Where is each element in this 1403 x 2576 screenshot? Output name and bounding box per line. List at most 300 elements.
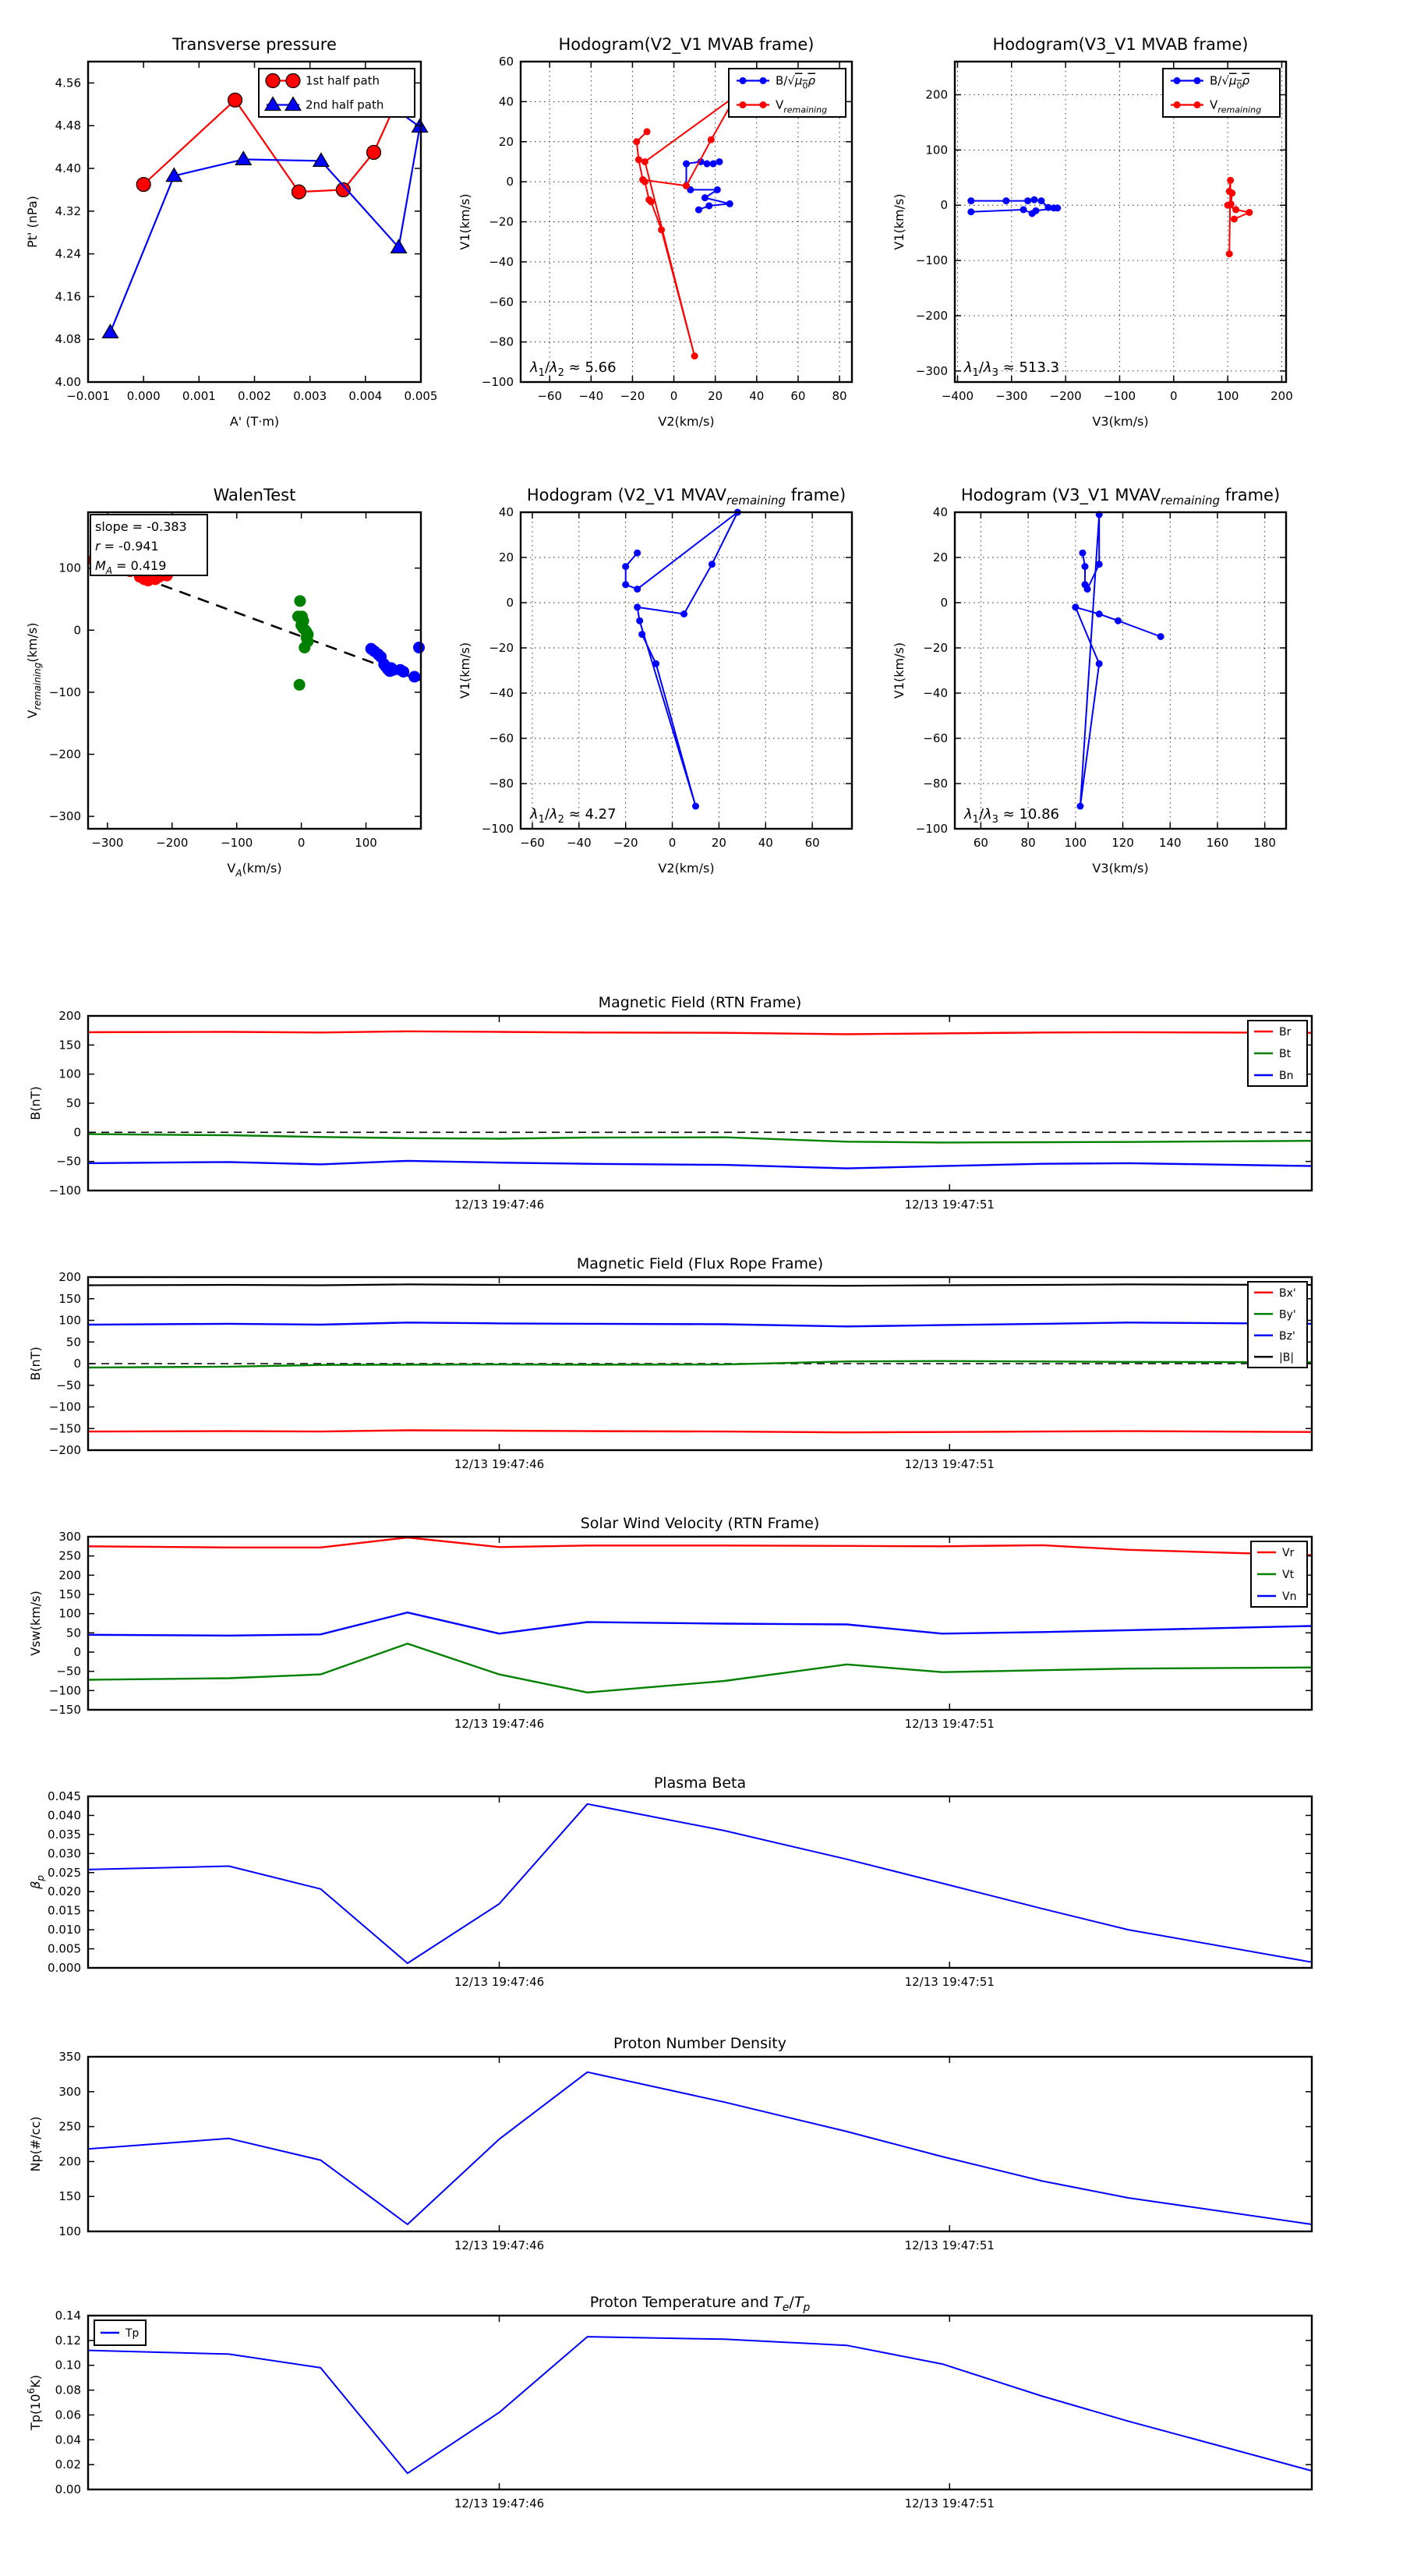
y-tick-label: 0.025 — [48, 1865, 81, 1880]
y-axis-label: $V_{remaining}(km/s)$ — [25, 622, 43, 719]
series-V-remaining-marker — [691, 352, 698, 359]
series-B-over-sqrt-mu0rho-marker — [1024, 197, 1031, 204]
x-tick-label: −100 — [1103, 389, 1136, 403]
legend-label: $B/√\mu_0\rho$ — [776, 73, 815, 91]
chart-hodogram-v3v1-mvab — [892, 35, 1293, 429]
series-V-remaining-marker — [635, 156, 642, 163]
chart-title: Magnetic Field (Flux Rope Frame) — [576, 1255, 824, 1272]
series-V-remaining-marker — [652, 660, 659, 667]
y-tick-label: 100 — [58, 561, 81, 575]
legend — [729, 69, 846, 117]
y-tick-label: −40 — [489, 686, 514, 700]
legend-sample-marker — [760, 101, 767, 108]
series-B-over-sqrt-mu0rho-marker — [1030, 196, 1037, 203]
series-V-remaining-marker — [639, 176, 646, 183]
x-tick-label: 160 — [1206, 836, 1229, 850]
x-tick-label: 0 — [297, 836, 306, 850]
chart-hodogram-v2v1-mvab — [458, 35, 852, 429]
series-1st-half-path-marker — [228, 93, 242, 107]
chart-walen-test — [25, 486, 425, 879]
y-tick-label: 4.40 — [55, 161, 81, 175]
y-tick-label: 150 — [58, 1291, 81, 1306]
legend — [259, 69, 415, 117]
stats-line: slope = -0.383 — [95, 519, 187, 534]
y-axis-label: Pt' (nPa) — [25, 196, 40, 248]
y-tick-label: 0 — [73, 1645, 81, 1659]
y-tick-label: 0.010 — [48, 1923, 81, 1937]
y-tick-label: 0.14 — [55, 2309, 81, 2323]
x-tick-label: −300 — [995, 389, 1028, 403]
y-axis-label: Vsw(km/s) — [28, 1591, 43, 1656]
y-tick-label: 200 — [58, 1270, 81, 1284]
y-tick-label: 40 — [932, 505, 948, 519]
x-axis-label: $V_A(km/s)$ — [227, 861, 282, 879]
x-tick-label: 40 — [758, 836, 773, 850]
x-tick-label: 100 — [355, 836, 377, 850]
y-tick-label: −80 — [489, 334, 514, 349]
y-tick-label: 0.035 — [48, 1827, 81, 1842]
y-tick-label: −100 — [48, 1184, 81, 1198]
y-axis-label: V1(km/s) — [458, 193, 472, 250]
legend-box — [1248, 1282, 1307, 1368]
x-tick-label: −0.001 — [66, 389, 110, 403]
y-tick-label: 40 — [498, 505, 514, 519]
x-tick-label: 12/13 19:47:46 — [454, 2238, 545, 2252]
y-tick-label: 0 — [506, 596, 514, 610]
y-tick-label: −20 — [489, 641, 514, 655]
y-tick-label: −50 — [56, 1664, 81, 1679]
series-V-remaining-marker — [683, 182, 690, 189]
legend — [94, 2320, 146, 2345]
y-tick-label: 4.56 — [55, 76, 81, 90]
scatter-last-third — [413, 642, 425, 653]
y-axis-label: V1(km/s) — [892, 193, 906, 250]
x-tick-label: −40 — [566, 836, 592, 850]
y-tick-label: −40 — [923, 686, 948, 700]
chart-transverse-pressure — [25, 35, 437, 429]
legend-label: Tp — [125, 2327, 140, 2340]
legend-label: Vn — [1282, 1591, 1297, 1603]
x-tick-label: −100 — [221, 836, 253, 850]
series-B-over-sqrt-mu0rho-marker — [716, 158, 723, 165]
x-tick-label: 20 — [711, 836, 726, 850]
series-B-over-sqrt-mu0rho-marker — [1020, 206, 1027, 213]
legend-label: By' — [1279, 1308, 1296, 1322]
eigenvalue-ratio-annotation: $\lambda_1/\lambda_3 \approx 10.86$ — [964, 806, 1060, 826]
series-V-remaining-marker — [1081, 563, 1088, 570]
y-tick-label: −200 — [48, 747, 81, 762]
y-tick-label: 0 — [73, 1125, 81, 1140]
chart-hodogram-v2v1-mvav — [458, 486, 852, 876]
y-axis-label: V1(km/s) — [458, 642, 472, 699]
y-tick-label: 50 — [65, 1626, 81, 1640]
series-V-remaining-marker — [680, 610, 687, 617]
series-V-remaining-marker — [1231, 215, 1238, 222]
legend-label: $V_{remaining}$ — [776, 97, 828, 115]
x-tick-label: −60 — [520, 836, 545, 850]
x-axis-label: V2(km/s) — [658, 861, 715, 876]
series-V-remaining-marker — [648, 198, 655, 205]
y-tick-label: 0 — [73, 623, 81, 638]
legend-label: 2nd half path — [306, 97, 384, 112]
series-V-remaining-marker — [1076, 803, 1083, 810]
plot-area — [88, 2057, 1312, 2231]
series-V-remaining-marker — [1228, 189, 1235, 196]
scatter-last-third — [398, 666, 409, 678]
eigenvalue-ratio-annotation: $\lambda_1/\lambda_2 \approx 4.27$ — [530, 806, 617, 826]
y-tick-label: −100 — [48, 685, 81, 699]
y-tick-label: −80 — [923, 777, 948, 791]
y-tick-label: 20 — [498, 134, 514, 149]
y-tick-label: −20 — [489, 214, 514, 229]
legend-sample-marker — [266, 74, 280, 88]
x-tick-label: 20 — [708, 389, 723, 403]
y-tick-label: 0.030 — [48, 1846, 81, 1861]
series-B-over-sqrt-mu0rho-marker — [967, 208, 974, 215]
y-tick-label: −20 — [923, 641, 948, 655]
y-tick-label: −100 — [481, 375, 514, 389]
series-1st-half-path-marker — [292, 185, 306, 199]
y-tick-label: 4.08 — [55, 332, 81, 347]
y-tick-label: 300 — [58, 1530, 81, 1544]
plot-area — [955, 512, 1286, 829]
x-axis-label: V3(km/s) — [1092, 861, 1149, 876]
x-tick-label: 60 — [973, 836, 988, 850]
y-tick-label: −200 — [915, 308, 948, 323]
y-axis-label: B(nT) — [28, 1086, 43, 1120]
y-tick-label: 20 — [932, 550, 948, 564]
x-tick-label: −60 — [537, 389, 563, 403]
x-tick-label: 12/13 19:47:51 — [904, 1717, 995, 1731]
y-tick-label: 60 — [498, 55, 514, 69]
x-tick-label: 80 — [1020, 836, 1036, 850]
x-tick-label: 0.001 — [182, 389, 216, 403]
legend-label: Bx' — [1279, 1286, 1296, 1300]
y-axis-label: $Tp(10^6K)$ — [26, 2375, 43, 2430]
legend-label: |B| — [1279, 1351, 1295, 1364]
y-tick-label: −100 — [915, 822, 948, 836]
x-tick-label: 60 — [804, 836, 820, 850]
y-tick-label: 0 — [506, 175, 514, 189]
legend-sample-marker — [286, 74, 300, 88]
x-tick-label: 100 — [1064, 836, 1087, 850]
y-tick-label: 0.040 — [48, 1808, 81, 1823]
legend-label: 1st half path — [306, 73, 380, 88]
series-B-over-sqrt-mu0rho-marker — [726, 200, 733, 207]
x-tick-label: 12/13 19:47:46 — [454, 1457, 545, 1471]
legend-sample-marker — [740, 101, 747, 108]
y-tick-label: 0 — [940, 596, 948, 610]
legend-label: Bn — [1279, 1070, 1294, 1082]
legend-sample-marker — [760, 77, 767, 84]
x-axis-label: V3(km/s) — [1092, 414, 1149, 429]
x-axis-label: A' (T·m) — [229, 414, 280, 429]
x-tick-label: 200 — [1270, 389, 1293, 403]
series-V-remaining-marker — [1081, 581, 1088, 588]
y-tick-label: 4.32 — [55, 203, 81, 218]
legend — [1251, 1541, 1307, 1607]
y-tick-label: 0.00 — [55, 2482, 81, 2496]
y-tick-label: −200 — [48, 1443, 81, 1457]
series-V-remaining-marker — [658, 226, 665, 233]
x-tick-label: 60 — [790, 389, 806, 403]
x-tick-label: 12/13 19:47:46 — [454, 1975, 545, 1989]
y-tick-label: 0.000 — [48, 1961, 81, 1975]
chart-title: WalenTest — [213, 486, 296, 504]
series-1st-half-path-marker — [367, 145, 381, 159]
y-tick-label: 0.015 — [48, 1903, 81, 1918]
series-B-over-sqrt-mu0rho-marker — [714, 186, 721, 193]
y-tick-label: −50 — [56, 1154, 81, 1169]
x-tick-label: 12/13 19:47:51 — [904, 2496, 995, 2511]
legend-sample-marker — [1194, 101, 1201, 108]
y-tick-label: 0.12 — [55, 2333, 81, 2348]
y-tick-label: 0.045 — [48, 1789, 81, 1803]
x-tick-label: 12/13 19:47:51 — [904, 1198, 995, 1212]
legend-sample-marker — [1174, 77, 1181, 84]
y-tick-label: 4.16 — [55, 289, 81, 304]
series-V-remaining-marker — [1096, 610, 1103, 617]
x-tick-label: 40 — [749, 389, 765, 403]
y-tick-label: 200 — [925, 87, 948, 102]
x-tick-label: 0.000 — [126, 389, 161, 403]
y-tick-label: 50 — [65, 1335, 81, 1350]
x-tick-label: 140 — [1158, 836, 1182, 850]
x-tick-label: 180 — [1253, 836, 1276, 850]
series-V-remaining-marker — [1246, 209, 1253, 216]
y-tick-label: −150 — [48, 1421, 81, 1436]
series-B-over-sqrt-mu0rho-marker — [705, 202, 712, 209]
y-axis-label: B(nT) — [28, 1346, 43, 1381]
x-axis-label: V2(km/s) — [658, 414, 715, 429]
x-tick-label: 12/13 19:47:51 — [904, 1457, 995, 1471]
series-B-over-sqrt-mu0rho-marker — [1037, 197, 1044, 204]
x-tick-label: 0.002 — [238, 389, 271, 403]
x-tick-label: 0.004 — [348, 389, 383, 403]
chart-title: Hodogram(V3_V1 MVAB frame) — [992, 35, 1249, 54]
chart-plasma-beta — [28, 1775, 1312, 1989]
x-tick-label: −20 — [613, 836, 638, 850]
x-tick-label: 0 — [1170, 389, 1178, 403]
legend — [1248, 1282, 1307, 1368]
series-B-over-sqrt-mu0rho-marker — [704, 161, 711, 168]
series-B-over-sqrt-mu0rho-marker — [1029, 210, 1036, 217]
series-1st-half-path-marker — [136, 178, 150, 192]
y-tick-label: −60 — [489, 295, 514, 310]
chart-mag-field-rtn — [28, 994, 1312, 1212]
y-tick-label: 0.10 — [55, 2358, 81, 2373]
series-V-remaining-marker — [634, 603, 641, 610]
y-tick-label: 0.02 — [55, 2457, 81, 2472]
series-B-over-sqrt-mu0rho-marker — [1054, 204, 1061, 211]
walen-stats-box — [90, 515, 207, 576]
x-tick-label: −200 — [1049, 389, 1082, 403]
y-tick-label: 0 — [940, 198, 948, 213]
series-B-over-sqrt-mu0rho-marker — [710, 161, 717, 168]
series-V-remaining-marker — [634, 550, 641, 557]
y-tick-label: 250 — [58, 1548, 81, 1563]
y-tick-label: 300 — [58, 2084, 81, 2099]
y-tick-label: −60 — [489, 731, 514, 745]
series-V-remaining-marker — [1225, 202, 1232, 209]
scatter-middle-third — [294, 679, 306, 691]
legend-label: $V_{remaining}$ — [1210, 97, 1262, 115]
y-tick-label: −40 — [489, 254, 514, 269]
y-tick-label: 4.48 — [55, 119, 81, 133]
y-tick-label: 4.24 — [55, 246, 81, 261]
chart-title: Proton Temperature and $T_e/T_p$ — [589, 2294, 811, 2314]
legend-label: Vt — [1282, 1569, 1295, 1581]
y-tick-label: 0.005 — [48, 1941, 81, 1956]
y-tick-label: −60 — [923, 731, 948, 745]
x-tick-label: 80 — [832, 389, 847, 403]
y-tick-label: 50 — [65, 1096, 81, 1110]
series-B-over-sqrt-mu0rho-marker — [1002, 197, 1009, 204]
x-tick-label: −400 — [941, 389, 974, 403]
chart-title: Hodogram (V3_V1 $MVAV_{remaining}$ frame) — [960, 486, 1281, 508]
y-tick-label: 100 — [58, 2224, 81, 2238]
x-tick-label: 100 — [1216, 389, 1239, 403]
chart-title: Hodogram(V2_V1 MVAB frame) — [558, 35, 815, 54]
series-B-over-sqrt-mu0rho-marker — [702, 194, 709, 201]
chart-title: Magnetic Field (RTN Frame) — [598, 994, 802, 1011]
x-tick-label: 12/13 19:47:46 — [454, 1198, 545, 1212]
y-tick-label: 200 — [58, 2154, 81, 2169]
x-tick-label: −40 — [578, 389, 604, 403]
legend-label: Vr — [1282, 1547, 1295, 1559]
legend-label: $B/√\mu_0\rho$ — [1210, 73, 1249, 91]
series-B-over-sqrt-mu0rho-marker — [695, 207, 702, 214]
y-tick-label: 250 — [58, 2119, 81, 2134]
x-tick-label: 0.005 — [404, 389, 438, 403]
chart-solar-wind-velocity-rtn — [28, 1515, 1312, 1731]
series-V-remaining-marker — [622, 581, 629, 588]
y-tick-label: −80 — [489, 777, 514, 791]
series-V-remaining-marker — [1232, 206, 1239, 213]
x-tick-label: 0 — [668, 836, 677, 850]
y-tick-label: 0.08 — [55, 2383, 81, 2397]
chart-proton-number-density — [28, 2035, 1312, 2252]
series-V-remaining-marker — [644, 128, 651, 135]
series-Bx-prime — [88, 1431, 1312, 1433]
x-tick-label: 12/13 19:47:51 — [904, 2238, 995, 2252]
chart-title: Proton Number Density — [613, 2035, 786, 2052]
plot-area — [88, 1796, 1312, 1968]
y-tick-label: 200 — [58, 1568, 81, 1583]
y-axis-label: $\beta_p$ — [28, 1875, 46, 1889]
series-V-remaining-marker — [1096, 561, 1103, 568]
y-tick-label: 0.06 — [55, 2408, 81, 2422]
y-tick-label: 350 — [58, 2050, 81, 2064]
chart-mag-field-flux-rope — [28, 1255, 1312, 1471]
legend-label: Br — [1279, 1026, 1292, 1039]
y-tick-label: 150 — [58, 1587, 81, 1601]
x-tick-label: 120 — [1111, 836, 1134, 850]
y-tick-label: −100 — [481, 822, 514, 836]
y-tick-label: 20 — [498, 550, 514, 564]
legend-sample-marker — [740, 77, 747, 84]
eigenvalue-ratio-annotation: $\lambda_1/\lambda_3 \approx 513.3$ — [964, 359, 1060, 379]
y-tick-label: −50 — [56, 1378, 81, 1392]
scatter-last-third — [408, 671, 420, 682]
y-tick-label: 100 — [58, 1606, 81, 1621]
stats-line: r = -0.941 — [95, 539, 159, 554]
y-tick-label: 200 — [58, 1009, 81, 1023]
series-V-remaining-marker — [634, 586, 641, 593]
series-V-remaining-marker — [1115, 617, 1122, 625]
y-tick-label: 100 — [58, 1067, 81, 1081]
scatter-middle-third — [299, 642, 310, 653]
series-V-remaining-marker — [638, 631, 645, 638]
y-tick-label: 4.00 — [55, 375, 81, 389]
scatter-middle-third — [294, 595, 306, 607]
chart-title: Plasma Beta — [653, 1775, 747, 1792]
series-B-over-sqrt-mu0rho-marker — [967, 197, 974, 204]
series-V-remaining-marker — [709, 561, 716, 568]
series-V-remaining-marker — [1079, 550, 1086, 557]
y-tick-label: −100 — [48, 1399, 81, 1414]
stats-line: $M_A = 0.419$ — [95, 558, 167, 576]
x-tick-label: 12/13 19:47:46 — [454, 2496, 545, 2511]
x-tick-label: 0.003 — [293, 389, 327, 403]
series-V-remaining-marker — [1157, 633, 1164, 640]
y-tick-label: −300 — [915, 363, 948, 378]
x-tick-label: 12/13 19:47:46 — [454, 1717, 545, 1731]
chart-title: Transverse pressure — [172, 35, 337, 54]
y-tick-label: −100 — [48, 1683, 81, 1698]
series-V-remaining-marker — [636, 617, 643, 625]
series-V-remaining-marker — [692, 803, 699, 810]
y-tick-label: 150 — [58, 1038, 81, 1053]
series-V-remaining-marker — [708, 136, 715, 143]
y-tick-label: 0.04 — [55, 2433, 81, 2447]
y-tick-label: 0 — [73, 1357, 81, 1371]
series-V-remaining-marker — [1227, 177, 1234, 184]
series-V-remaining-marker — [1226, 250, 1233, 257]
y-axis-label: V1(km/s) — [892, 642, 906, 699]
plot-area — [521, 512, 852, 829]
y-tick-label: 40 — [498, 94, 514, 109]
series-B-over-sqrt-mu0rho-marker — [683, 161, 690, 168]
y-tick-label: 100 — [925, 143, 948, 157]
legend — [1163, 69, 1280, 117]
legend-label: Bt — [1279, 1048, 1292, 1060]
x-tick-label: −300 — [91, 836, 124, 850]
eigenvalue-ratio-annotation: $\lambda_1/\lambda_2 \approx 5.66$ — [530, 359, 617, 379]
legend-label: Bz' — [1279, 1329, 1295, 1343]
series-V-remaining-marker — [622, 563, 629, 570]
plot-area — [88, 2316, 1312, 2489]
y-tick-label: −300 — [48, 809, 81, 824]
chart-title: Hodogram (V2_V1 $MVAV_{remaining}$ frame) — [526, 486, 846, 508]
series-V-remaining-marker — [641, 158, 648, 165]
chart-proton-temperature — [26, 2294, 1312, 2511]
y-tick-label: −100 — [915, 253, 948, 268]
y-axis-label: Np(#/cc) — [28, 2116, 43, 2172]
series-V-remaining-marker — [633, 138, 640, 145]
y-tick-label: 100 — [58, 1313, 81, 1328]
x-tick-label: 12/13 19:47:51 — [904, 1975, 995, 1989]
series-V-remaining-marker — [1072, 603, 1079, 610]
y-tick-label: 150 — [58, 2189, 81, 2204]
series-V-remaining-marker — [1096, 660, 1103, 667]
legend — [1248, 1021, 1307, 1086]
legend-sample-marker — [1194, 77, 1201, 84]
legend-sample-marker — [1174, 101, 1181, 108]
x-tick-label: −200 — [156, 836, 189, 850]
y-tick-label: 0.020 — [48, 1884, 81, 1899]
y-tick-label: −150 — [48, 1703, 81, 1717]
